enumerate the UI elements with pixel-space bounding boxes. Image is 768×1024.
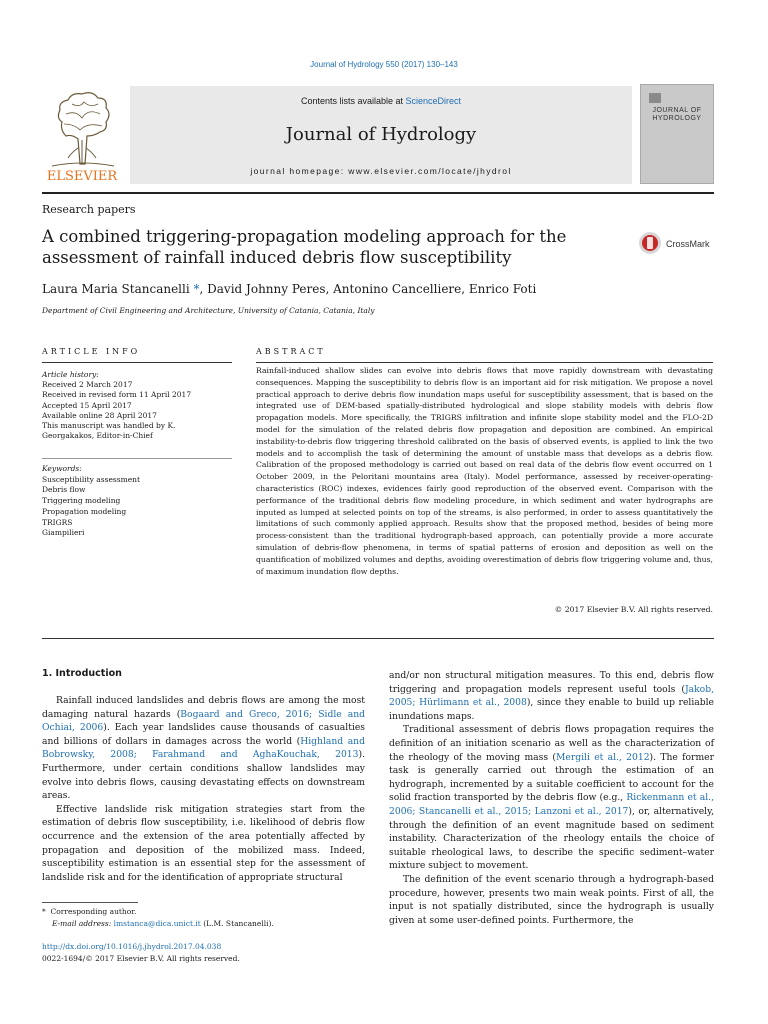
abstract-text: Rainfall-induced shallow slides can evolve into debris flows that move rapidly downstream with devastating consequences. Mapping the susceptibility to debris flow is an important aid for risk mitigation. We propose a novel practical approach to derive debris flow inundation maps useful for susceptibility assessment, that is based on the integrated use of DEM-based spatially-distributed hydrological and slope stability models with debris flow propagation models. More specifically, the TRIGRS infiltration and infinite slope stability model and the FLO-2D model for the simulation of the related debris flow propagation and deposition are combined. An empirical instability-to-debris flow triggering threshold calibrated on the basis of observed events, is applied to link the two models and to accomplish the task of determining the amount of unstable mass that develops as a debris flow. Calibration of the proposed methodology is carried out based on real data of the debris flow event occurred on 1 October 2009, in the Peloritani mountains area (Italy). Model performance, assessed by receiver-operating-characteristics (ROC) indexes, evidences fairly good reproduction of the observed event. Comparison with the performance of the traditional debris flow modeling procedure, in which sediment and water hydrographs are inputed as lumped at selected points on top of the streams, is also performed, in order to assess quantitatively the limitations of such commonly applied approach. Results show that the proposed method, besides of being more process-consistent than the traditional hydrograph-based approach, can potentially provide a more accurate simulation of debris-flow phenomena, in terms of spatial patterns of erosion and deposition as well on the quantification of mobilized volumes and depths, avoiding overestimation of debris flow triggering volume and, thus, of maximum inundation flow depths. xyxy=(256,366,713,576)
body-text: Traditional assessment of debris flows propagation requires the definition of an initiation scenario as well as the characterization of the rheology of the moving mass ( xyxy=(389,724,714,763)
sciencedirect-link[interactable]: ScienceDirect xyxy=(405,96,462,106)
body-column-right xyxy=(389,669,714,927)
body-paragraph xyxy=(389,873,714,927)
article-history xyxy=(42,370,232,441)
keyword-item: Propagation modeling xyxy=(42,506,127,516)
article-section-type: Research papers xyxy=(42,203,136,216)
footnote-corresponding: Corresponding author. xyxy=(50,907,137,916)
email-suffix: (L.M. Stancanelli). xyxy=(200,919,274,928)
citation-link[interactable]: Rickenmann et al., 2006; Stancanelli et al., 2015; Lanzoni et al., 2017 xyxy=(389,792,714,817)
body-text: Rainfall induced landslides and debris flows are among the most damaging natural hazards ( xyxy=(42,695,365,720)
footnote-rule xyxy=(42,902,138,903)
history-item: Received 2 March 2017 xyxy=(42,380,133,390)
body-text: ), or, alternatively, through the definition of an event magnitude based on sediment instability. Characterization of the rheology entails the choice of suitable rheological laws, to describe the specific sediment–water mixture subject to movement. xyxy=(389,805,714,872)
elsevier-wordmark: ELSEVIER xyxy=(46,169,118,184)
keyword-item: Debris flow xyxy=(42,485,86,495)
journal-citation-link[interactable]: Journal of Hydrology 550 (2017) 130–143 xyxy=(310,60,458,69)
section-heading-introduction: 1. Introduction xyxy=(42,668,122,679)
article-history-heading: Article history: xyxy=(42,370,99,379)
author-name[interactable]: David Johnny Peres xyxy=(207,282,326,296)
article-title: A combined triggering-propagation modeling approach for the assessment of rainfall induced debris flow susceptibility xyxy=(42,227,567,267)
crossmark-label: CrossMark xyxy=(666,239,710,249)
crossmark-badge[interactable] xyxy=(638,231,718,255)
email-link[interactable]: lmstanca@dica.unict.it xyxy=(113,919,201,928)
body-text: Effective landslide risk mitigation strategies start from the estimation of debris flow susceptibility, i.e. likelihood of debris flow occurrence and the extension of the area potentially affected by propagation and deposition of the mobilized mass. Indeed, susceptibility estimation is an essential step for the assessment of landslide risk and for the identification of appropriate structural xyxy=(42,803,365,883)
body-text: and/or non structural mitigation measures. To this end, debris flow triggering and propagation models represent useful tools ( xyxy=(389,670,714,695)
body-paragraph xyxy=(389,723,714,873)
author-separator: , xyxy=(325,282,334,296)
footnote xyxy=(42,906,365,930)
article-info-rule xyxy=(42,362,232,363)
author-name[interactable]: Antonino Cancelliere xyxy=(333,282,462,296)
author-separator: , xyxy=(461,282,469,296)
author-name[interactable]: Enrico Foti xyxy=(468,282,537,296)
abstract-bottom-rule xyxy=(42,638,714,639)
keywords-rule xyxy=(42,458,232,459)
corresponding-author-mark[interactable]: * xyxy=(189,282,200,296)
citation-link[interactable]: Highland and Bobrowsky, 2008; Farahmand and AghaKouchak, 2013 xyxy=(42,735,365,761)
keyword-item: Susceptibility assessment xyxy=(42,474,141,484)
journal-masthead xyxy=(42,84,714,190)
history-item: Available online 28 April 2017 xyxy=(42,410,157,420)
cover-title: JOURNAL OF HYDROLOGY xyxy=(652,107,702,122)
body-paragraph xyxy=(389,669,714,723)
keyword-item: Triggering modeling xyxy=(42,496,121,506)
citation-link[interactable]: Jakob, 2005; Hürlimann et al., 2008 xyxy=(389,683,714,709)
author-name[interactable]: Laura Maria Stancanelli xyxy=(42,282,190,296)
author-list xyxy=(42,282,536,296)
doi-link[interactable]: http://dx.doi.org/10.1016/j.jhydrol.2017.04.038 xyxy=(42,942,222,951)
body-text: ). Each year landslides cause thousands of casualties and billions of dollars in damages across the world ( xyxy=(42,722,366,747)
email-label: E-mail address: xyxy=(52,919,114,928)
bottom-info xyxy=(42,941,240,965)
keywords-block xyxy=(42,464,232,539)
citation-link[interactable]: Bogaard and Greco, 2016; Sidle and Ochiai, 2006 xyxy=(42,708,366,734)
author-affiliation: Department of Civil Engineering and Architecture, University of Catania, Catania, Italy xyxy=(42,306,375,315)
issn-copyright: 0022-1694/© 2017 Elsevier B.V. All rights reserved. xyxy=(42,954,240,963)
body-column-left xyxy=(42,694,365,884)
elsevier-logo[interactable] xyxy=(42,84,122,184)
body-text: ). The former task is generally carried out through the estimation of an hydrograph, incremented by a suitable coefficient to account for the solid fraction transported by the debris flow (e.g., xyxy=(389,751,714,804)
abstract-copyright: © 2017 Elsevier B.V. All rights reserved. xyxy=(554,605,713,614)
cover-logo-mark xyxy=(649,93,661,103)
body-text: The definition of the event scenario through a hydrograph-based procedure, however, presents two main weak points. First of all, the input is not spatially distributed, since the hydrograph is usually given at some user-defined points. Furthermore, the xyxy=(389,873,714,926)
masthead-banner xyxy=(130,86,632,184)
keyword-item: Giampilieri xyxy=(42,528,85,538)
footnote-mark: * xyxy=(42,907,46,916)
history-item: Georgakakos, Editor-in-Chief xyxy=(42,431,153,441)
author-separator: , xyxy=(199,282,208,296)
contents-line: Contents lists available at ScienceDirect xyxy=(300,96,462,106)
history-item: Accepted 15 April 2017 xyxy=(42,400,132,410)
body-paragraph xyxy=(42,803,365,885)
abstract-rule xyxy=(256,362,713,363)
journal-cover-thumbnail[interactable] xyxy=(640,84,714,184)
masthead-rule xyxy=(42,192,714,194)
body-text: ). Furthermore, under certain conditions shallow landslides may evolve into debris flows, causing devastating effects on downstream areas. xyxy=(42,749,365,802)
history-item: Received in revised form 11 April 2017 xyxy=(42,390,192,400)
abstract-heading: ABSTRACT xyxy=(256,347,326,356)
article-info-heading: ARTICLE INFO xyxy=(42,347,141,356)
keyword-item: TRIGRS xyxy=(42,517,73,527)
history-item: This manuscript was handled by K. xyxy=(42,421,176,431)
body-text: ), since they enable to build up reliable inundations maps. xyxy=(389,697,714,722)
keywords-heading: Keywords: xyxy=(42,464,82,473)
body-paragraph xyxy=(42,694,365,803)
crossmark-icon xyxy=(638,231,718,255)
journal-homepage-link[interactable]: journal homepage: www.elsevier.com/locate/jhydrol xyxy=(250,166,512,176)
citation-link[interactable]: Mergili et al., 2012 xyxy=(555,751,650,763)
journal-name: Journal of Hydrology xyxy=(285,124,477,145)
